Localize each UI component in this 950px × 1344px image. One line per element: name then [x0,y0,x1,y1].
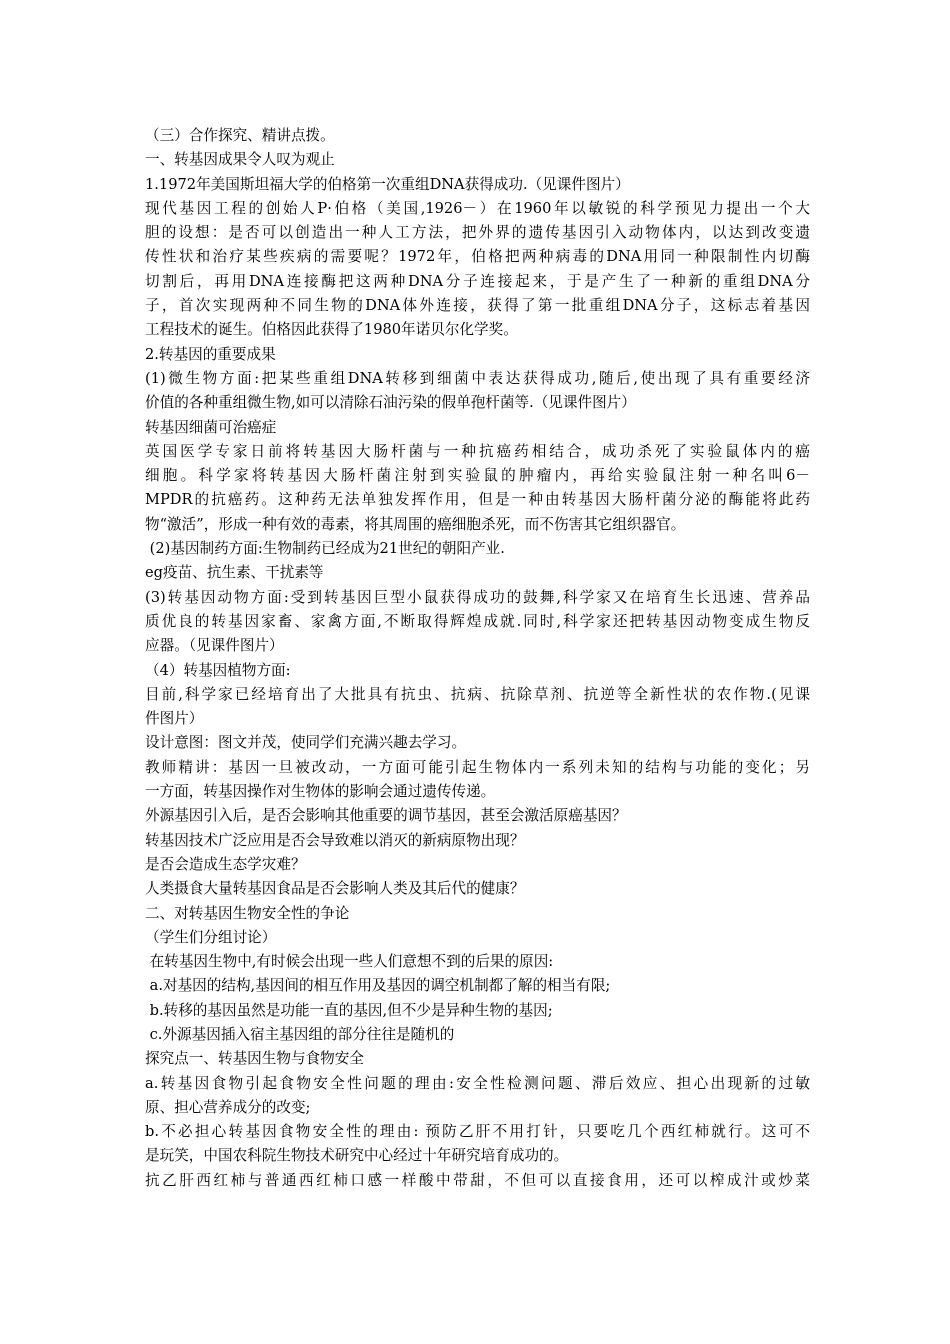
paragraph-line: 价值的各种重组微生物,如可以清除石油污染的假单孢杆菌等.（见课件图片） [145,394,636,412]
paragraph-line: 人类摄食大量转基因食品是否会影响人类及其后代的健康？ [145,880,525,898]
heading-safety-debate: 二、对转基因生物安全性的争论 [145,904,350,922]
list-item: a.对基因的结构,基因间的相互作用及基因的调空机制都了解的相当有限; [145,977,611,995]
paragraph-line: 1.1972年美国斯坦福大学的伯格第一次重组DNA获得成功.（见课件图片） [145,175,630,193]
document-body [145,124,810,1193]
paragraph-line: 外源基因引入后，是否会影响其他重要的调节基因，甚至会激活原癌基因？ [145,807,627,825]
list-item: c.外源基因插入宿主基因组的部分往往是随机的 [145,1025,455,1043]
paragraph-line: （4）转基因植物方面: [145,661,291,679]
subheading-cancer-bacteria: 转基因细菌可治癌症 [145,418,277,436]
paragraph-line: 传性状和治疗某些疾病的需要呢？1972年，伯格把两种病毒的DNA用同一种限制性内切酶 [145,248,810,266]
paragraph-line: （学生们分组讨论） [145,928,277,946]
paragraph-line: 应器。（见课件图片） [145,637,284,655]
paragraph-line: 子，首次实现两种不同生物的DNA体外连接，获得了第一批重组DNA分子，这标志着基因 [145,297,810,315]
paragraph-line: a.转基因食物引起食物安全性问题的理由:安全性检测问题、滞后效应、担心出现新的过敏 [145,1074,810,1092]
paragraph-line: 目前,科学家已经培育出了大批具有抗虫、抗病、抗除草剂、抗逆等全新性状的农作物.(见课 [145,685,810,703]
paragraph-line: 教师精讲：基因一旦被改动，一方面可能引起生物体内一系列未知的结构与功能的变化；另 [145,758,810,776]
paragraph-line: 抗乙肝西红柿与普通西红柿口感一样酸中带甜，不但可以直接食用，还可以榨成汁或炒菜 [145,1171,810,1189]
paragraph-line: 质优良的转基因家畜、家禽方面,不断取得辉煌成就.同时,科学家还把转基因动物变成生物反 [145,612,810,630]
paragraph-line: 在转基因生物中,有时候会出现一些人们意想不到的后果的原因: [145,953,554,971]
paragraph-line: (2)基因制药方面:生物制药已经成为21世纪的朝阳产业. [145,540,505,558]
paragraph-line: (3)转基因动物方面:受到转基因巨型小鼠获得成功的鼓舞,科学家又在培育生长迅速、营养品 [145,588,810,606]
paragraph-line: 细胞。科学家将转基因大肠杆菌注射到实验鼠的肿瘤内，再给实验鼠注射一种名叫6－ [145,467,810,485]
paragraph-line: 物“激活”，形成一种有效的毒素，将其周围的癌细胞杀死，而不伤害其它组织器官。 [145,515,686,533]
paragraph-line: 切割后，再用DNA连接酶把这两种DNA分子连接起来，于是产生了一种新的重组DNA分 [145,272,810,290]
paragraph-line: 设计意图：图文并茂，使同学们充满兴趣去学习。 [145,734,467,752]
paragraph-line: eg疫苗、抗生素、干扰素等 [145,564,324,582]
paragraph-line: 转基因技术广泛应用是否会导致难以消灭的新病原物出现？ [145,831,525,849]
paragraph-line: 是否会造成生态学灾难？ [145,855,306,873]
subheading-food-safety: 探究点一、转基因生物与食物安全 [145,1050,364,1068]
paragraph-line: 胆的设想：是否可以创造出一种人工方法，把外界的遗传基因引入动物体内，以达到改变遗 [145,224,810,242]
paragraph-line: 一方面，转基因操作对生物体的影响会通过遗传传递。 [145,783,496,801]
paragraph-line: 原、担心营养成分的改变; [145,1098,311,1116]
paragraph-line: (1)微生物方面:把某些重组DNA转移到细菌中表达获得成功,随后,使出现了具有重要经济 [145,369,810,387]
paragraph-line: MPDR的抗癌药。这种药无法单独发挥作用，但是一种由转基因大肠杆菌分泌的酶能将此药 [145,491,810,509]
paragraph-line: 件图片） [145,710,204,728]
paragraph-line: b.不必担心转基因食物安全性的理由: 预防乙肝不用打针，只要吃几个西红柿就行。这可不 [145,1123,810,1141]
paragraph-line: 是玩笑，中国农科院生物技术研究中心经过十年研究培育成功的。 [145,1147,569,1165]
section-heading-cooperation: （三）合作探究、精讲点拨。 [145,127,335,144]
heading-transgenic-achievements: 一、转基因成果令人叹为观止 [145,151,335,169]
paragraph-line: 现代基因工程的创始人P·伯格（美国,1926－）在1960年以敏锐的科学预见力提出一个大 [145,199,810,217]
paragraph-line: 英国医学专家日前将转基因大肠杆菌与一种抗癌药相结合，成功杀死了实验鼠体内的癌 [145,442,810,460]
list-item: b.转移的基因虽然是功能一直的基因,但不少是异种生物的基因; [145,1001,553,1019]
paragraph-line: 工程技术的诞生。伯格因此获得了1980年诺贝尔化学奖。 [145,321,518,339]
subheading-important-results: 2.转基因的重要成果 [145,345,276,363]
